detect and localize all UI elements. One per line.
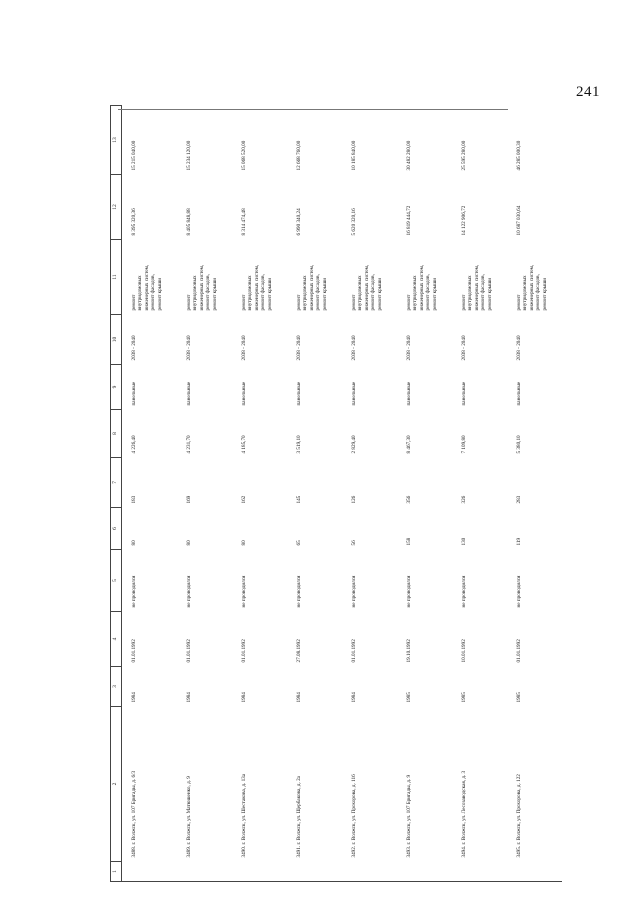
- survey-cell: не проводился: [186, 575, 192, 608]
- material-cell: панельные: [351, 381, 357, 406]
- year-cell: 1985: [406, 692, 412, 703]
- residents-cell: 126: [351, 495, 357, 504]
- works-line: инженерных систем,: [473, 264, 480, 311]
- works-line: внутридомовых: [137, 275, 144, 311]
- works-line: ремонт фасадов,: [315, 274, 322, 311]
- date-cell: 27.08.1992: [296, 639, 302, 663]
- works-line: инженерных систем,: [198, 264, 205, 311]
- total-cost-cell: 30 482 280,00: [406, 140, 412, 171]
- residents-cell: 162: [241, 495, 247, 504]
- column-header: 7: [111, 458, 122, 508]
- index-cell: [177, 862, 232, 882]
- table-row: [507, 106, 562, 882]
- cost-cell: 14 122 906,72: [461, 205, 467, 236]
- cost-cell: 6 990 340,24: [296, 208, 302, 236]
- material-cell: панельные: [406, 381, 412, 406]
- year-cell: 1985: [516, 692, 522, 703]
- works-line: ремонт: [241, 294, 247, 311]
- address-cell: 3493. г. Волжск, ул. 107 Бригады, д. 9: [406, 774, 412, 858]
- count-cell: 158: [406, 537, 412, 546]
- date-cell: 10.01.1992: [461, 639, 467, 663]
- residents-cell: 169: [186, 495, 192, 504]
- count-cell: 80: [131, 540, 137, 546]
- works-line: внутридомовых: [302, 275, 309, 311]
- works-line: ремонт: [131, 294, 137, 311]
- material-cell: панельные: [186, 381, 192, 406]
- year-cell: 1984: [186, 692, 192, 703]
- works-line: инженерных систем,: [363, 264, 370, 311]
- area-cell: 8 467,30: [406, 435, 412, 454]
- material-cell: панельные: [516, 381, 522, 406]
- address-cell: 3489. г. Волжск, ул. Матюшенко, д. 9: [186, 776, 192, 858]
- count-cell: 80: [186, 540, 192, 546]
- total-cost-cell: 15 234 120,00: [186, 140, 192, 171]
- works-line: ремонт фасадов,: [370, 274, 377, 311]
- residents-cell: 183: [131, 495, 137, 504]
- column-number-header: [111, 106, 122, 882]
- works-cell: [507, 240, 562, 315]
- survey-cell: не проводился: [406, 575, 412, 608]
- column-header: 9: [111, 365, 122, 410]
- works-line: внутридомовых: [357, 275, 364, 311]
- table-row: [287, 106, 342, 882]
- works-line: ремонт фасадов,: [150, 274, 157, 311]
- area-cell: 4 231,70: [186, 435, 192, 454]
- works-line: ремонт крыши: [266, 278, 273, 311]
- works-line: ремонт: [186, 294, 192, 311]
- column-header: 5: [111, 550, 122, 612]
- works-line: ремонт крыши: [376, 278, 383, 311]
- table-row: [177, 106, 232, 882]
- table-right-border: [118, 109, 508, 110]
- works-line: ремонт: [516, 294, 522, 311]
- index-cell: [122, 862, 178, 882]
- period-cell: 2038 - 2040: [406, 335, 412, 361]
- works-line: инженерных систем,: [308, 264, 315, 311]
- address-cell: 3491. г. Волжск, ул. Щербакова, д. 2а: [296, 776, 302, 858]
- address-cell: 3495. г. Волжск, ул. Прохорова, д. 122: [516, 774, 522, 858]
- address-cell: 3490. г. Волжск, ул. Шестакова, д. 13а: [241, 773, 247, 858]
- material-cell: панельные: [461, 381, 467, 406]
- works-cell: [397, 240, 452, 315]
- area-cell: 3 519,10: [296, 435, 302, 454]
- date-cell: 01.01.1992: [351, 639, 357, 663]
- table-row: [397, 106, 452, 882]
- works-cell: [342, 240, 397, 315]
- period-cell: 2038 - 2040: [296, 335, 302, 361]
- residents-cell: 283: [516, 495, 522, 504]
- date-cell: 01.01.1992: [241, 639, 247, 663]
- column-header: 3: [111, 667, 122, 707]
- period-cell: 2038 - 2040: [461, 335, 467, 361]
- date-cell: 01.01.1992: [516, 639, 522, 663]
- table-row: [452, 106, 507, 882]
- index-cell: [287, 862, 342, 882]
- index-cell: [342, 862, 397, 882]
- residents-cell: 145: [296, 495, 302, 504]
- year-cell: 1985: [461, 692, 467, 703]
- count-cell: 119: [516, 537, 522, 546]
- survey-cell: не проводился: [296, 575, 302, 608]
- survey-cell: не проводился: [351, 575, 357, 608]
- register-body: [122, 106, 563, 882]
- works-line: инженерных систем,: [528, 264, 535, 311]
- works-cell: [232, 240, 287, 315]
- column-header: 12: [111, 175, 122, 240]
- cost-cell: 16 819 444,72: [406, 205, 412, 236]
- cost-cell: 8 314 474,48: [241, 208, 247, 236]
- works-line: инженерных систем,: [418, 264, 425, 311]
- column-header: 2: [111, 707, 122, 862]
- works-line: внутридомовых: [247, 275, 254, 311]
- count-cell: 80: [241, 540, 247, 546]
- survey-cell: не проводился: [131, 575, 137, 608]
- survey-cell: не проводился: [241, 575, 247, 608]
- period-cell: 2038 - 2040: [186, 335, 192, 361]
- column-header: 1: [111, 862, 122, 882]
- works-line: ремонт фасадов,: [205, 274, 212, 311]
- works-line: ремонт крыши: [321, 278, 328, 311]
- index-cell: [507, 862, 562, 882]
- register-table: [110, 105, 562, 882]
- works-line: ремонт фасадов,: [260, 274, 267, 311]
- works-line: ремонт: [296, 294, 302, 311]
- period-cell: 2038 - 2040: [516, 335, 522, 361]
- survey-cell: не проводился: [461, 575, 467, 608]
- works-cell: [177, 240, 232, 315]
- works-line: внутридомовых: [412, 275, 419, 311]
- total-cost-cell: 15 215 040,00: [131, 140, 137, 171]
- total-cost-cell: 46 285 000,30: [516, 140, 522, 171]
- area-cell: 2 829,40: [351, 435, 357, 454]
- area-cell: 7 109,80: [461, 435, 467, 454]
- count-cell: 65: [296, 540, 302, 546]
- count-cell: 56: [351, 540, 357, 546]
- works-line: внутридомовых: [467, 275, 474, 311]
- table-row: [122, 106, 178, 882]
- total-cost-cell: 12 668 760,00: [296, 140, 302, 171]
- works-line: ремонт крыши: [156, 278, 163, 311]
- area-cell: 4 226,40: [131, 435, 137, 454]
- address-cell: 3488. г. Волжск, ул. 107 Бригады, д. 6/3: [131, 770, 137, 858]
- survey-cell: не проводился: [516, 575, 522, 608]
- cost-cell: 8 405 848,88: [186, 208, 192, 236]
- material-cell: панельные: [241, 381, 247, 406]
- residents-cell: 326: [461, 495, 467, 504]
- column-header: 8: [111, 410, 122, 458]
- table-row: [342, 106, 397, 882]
- works-cell: [287, 240, 342, 315]
- column-header: 11: [111, 240, 122, 315]
- residents-cell: 356: [406, 495, 412, 504]
- index-cell: [452, 862, 507, 882]
- address-cell: 3492. г. Волжск, ул. Прохорова, д. 116: [351, 774, 357, 858]
- period-cell: 2038 - 2040: [131, 335, 137, 361]
- column-header: 10: [111, 315, 122, 365]
- cost-cell: 10 687 030,64: [516, 205, 522, 236]
- count-cell: 130: [461, 537, 467, 546]
- works-cell: [452, 240, 507, 315]
- date-cell: 19.10.1992: [406, 639, 412, 663]
- column-header: 13: [111, 106, 122, 175]
- area-cell: 4 185,70: [241, 435, 247, 454]
- material-cell: панельные: [131, 381, 137, 406]
- works-line: ремонт: [351, 294, 357, 311]
- works-line: внутридомовых: [522, 275, 529, 311]
- total-cost-cell: 25 595 280,00: [461, 140, 467, 171]
- works-line: ремонт фасадов,: [480, 274, 487, 311]
- works-line: ремонт крыши: [211, 278, 218, 311]
- column-header: 6: [111, 508, 122, 550]
- works-line: инженерных систем,: [253, 264, 260, 311]
- index-cell: [232, 862, 287, 882]
- cost-cell: 5 620 320,16: [351, 208, 357, 236]
- page-number: 241: [576, 84, 600, 100]
- year-cell: 1984: [351, 692, 357, 703]
- works-line: инженерных систем,: [143, 264, 150, 311]
- works-cell: [122, 240, 178, 315]
- total-cost-cell: 15 068 520,00: [241, 140, 247, 171]
- column-header: 4: [111, 612, 122, 667]
- year-cell: 1984: [241, 692, 247, 703]
- works-line: ремонт: [461, 294, 467, 311]
- index-cell: [397, 862, 452, 882]
- works-line: ремонт крыши: [541, 278, 548, 311]
- works-line: внутридомовых: [192, 275, 199, 311]
- area-cell: 5 380,10: [516, 435, 522, 454]
- period-cell: 2038 - 2040: [351, 335, 357, 361]
- period-cell: 2038 - 2040: [241, 335, 247, 361]
- works-line: ремонт: [406, 294, 412, 311]
- cost-cell: 8 395 320,36: [131, 208, 137, 236]
- works-line: ремонт крыши: [431, 278, 438, 311]
- works-line: ремонт фасадов,: [535, 274, 542, 311]
- address-cell: 3494. г. Волжск, ул. Лесозаводская, д. 3: [461, 770, 467, 858]
- date-cell: 01.01.1992: [131, 639, 137, 663]
- date-cell: 01.01.1992: [186, 639, 192, 663]
- year-cell: 1984: [296, 692, 302, 703]
- works-line: ремонт крыши: [486, 278, 493, 311]
- rotated-register-table: [110, 106, 548, 882]
- table-row: [232, 106, 287, 882]
- works-line: ремонт фасадов,: [425, 274, 432, 311]
- year-cell: 1984: [131, 692, 137, 703]
- total-cost-cell: 10 185 840,00: [351, 140, 357, 171]
- material-cell: панельные: [296, 381, 302, 406]
